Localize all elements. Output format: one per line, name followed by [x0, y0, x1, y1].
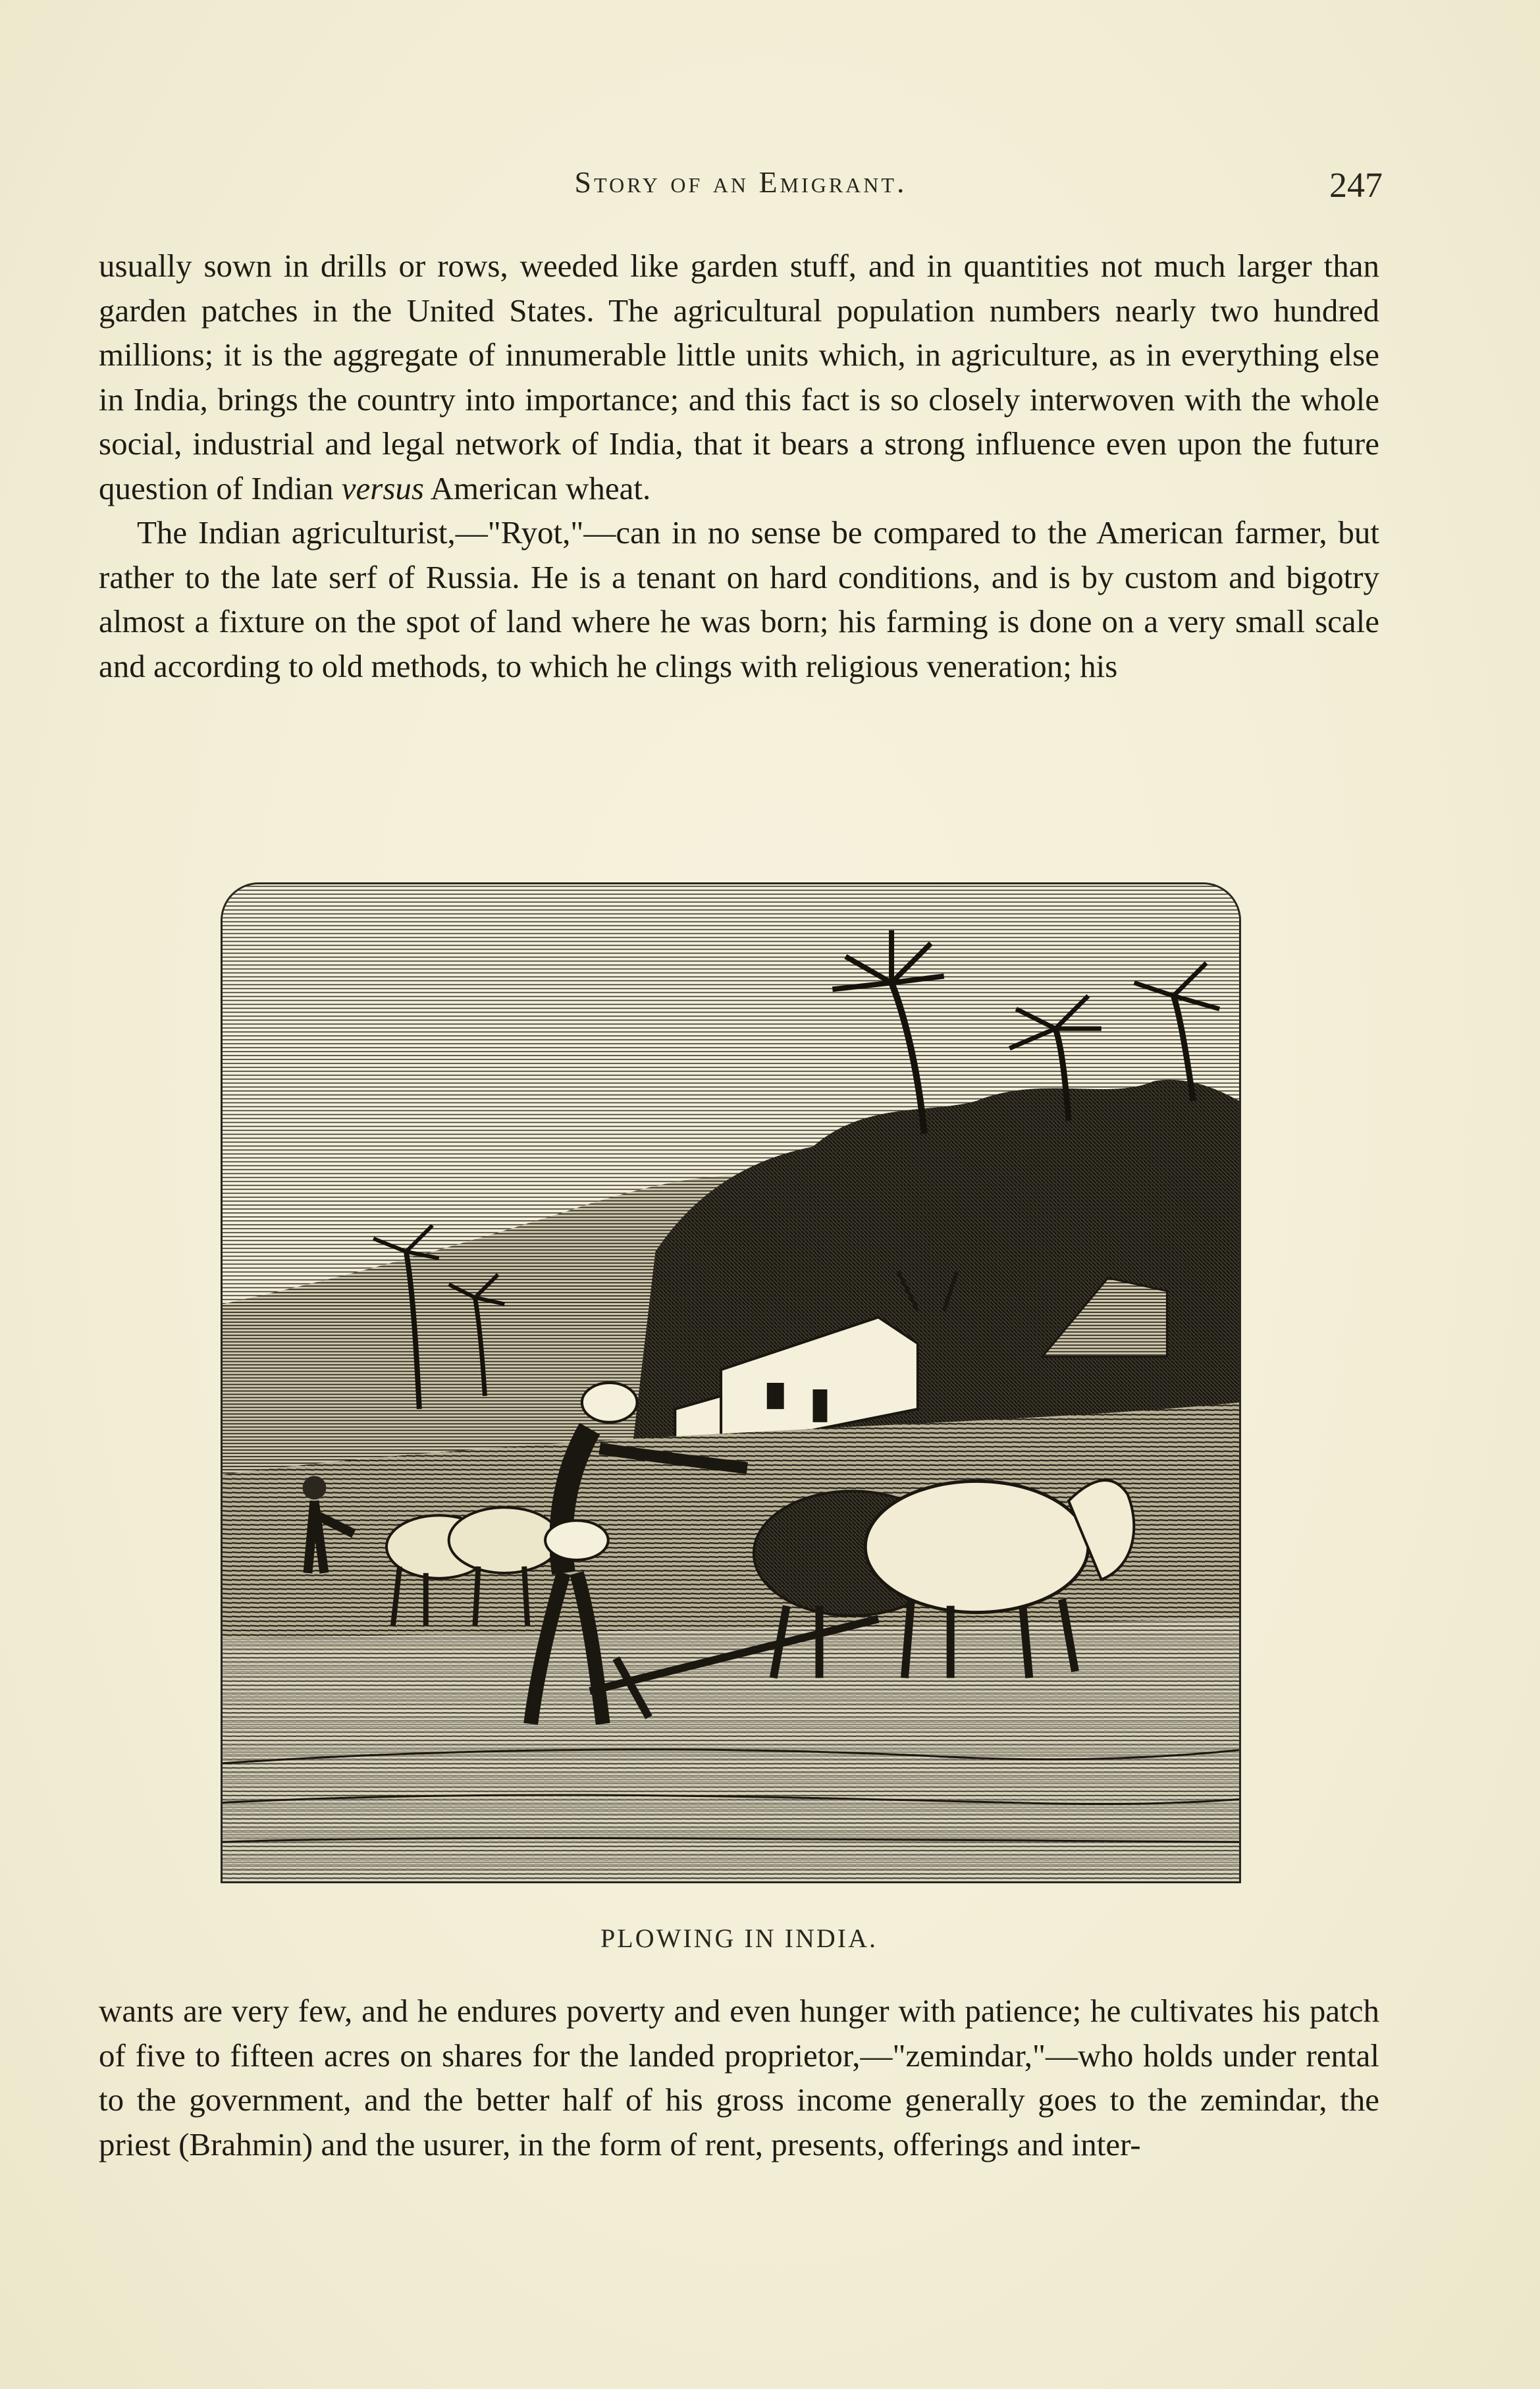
- paragraph-1: usually sown in drills or rows, weeded like garden stuff, and in quantities not much larger than garden patches in the United States. The agricultural population numbers nearly two hundred millions; it is the aggregate of innumerable little units which, in agriculture, as in everything else in India, brings the country into importance; and this fact is so closely interwoven with the whole social, industrial and legal network of India, that it bears a strong influence even upon the future question of Indian versus American wheat.: [99, 248, 1379, 506]
- paragraph-3: wants are very few, and he endures poverty and even hunger with patience; he cultivates his patch of five to fifteen acres on shares for the landed proprietor,—"zemindar,"—who holds under rental to the government, and the better half of his gross income generally goes to the zemindar, the priest (Brahmin) and the usurer, in the form of rent, presents, offerings and inter-: [99, 1993, 1379, 2162]
- italic-versus: versus: [341, 470, 425, 506]
- running-title: Story of an Emigrant.: [574, 165, 907, 199]
- figure-caption: PLOWING IN INDIA.: [600, 1923, 878, 1953]
- engraving-plowing-illustration: [221, 882, 1241, 1883]
- running-head: [99, 165, 1383, 211]
- body-text-top: [99, 244, 1379, 688]
- page-number: 247: [1329, 165, 1383, 205]
- body-text-bottom: [99, 1989, 1379, 2166]
- paragraph-2: The Indian agriculturist,—"Ryot,"—can in no sense be compared to the American farmer, but rather to the late serf of Russia. He is a tenant on hard conditions, and is by custom and bigotry almost a fixture on the spot of land where he was born; his farming is done on a very small scale and according to old methods, to which he clings with religious veneration; his: [99, 514, 1379, 684]
